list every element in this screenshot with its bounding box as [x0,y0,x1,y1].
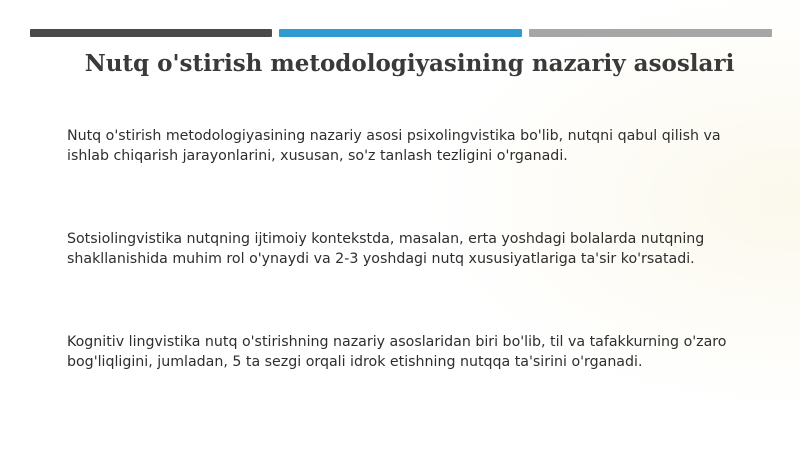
paragraph-sociolinguistics: Sotsiolingvistika nutqning ijtimoiy kontekstda, masalan, erta yoshdagi bolalarda nutqning shakllanishida muhim rol o'ynaydi va 2-3 yoshdagi nutq xususiyatlariga ta'sir ko'rsatadi. [67,231,705,267]
header-accent-bars [30,29,772,38]
accent-bar-blue [279,29,522,37]
accent-bar-dark [30,29,272,37]
accent-bar-gray [529,29,772,37]
paragraph-psycholinguistics: Nutq o'stirish metodologiyasining nazariy asosi psixolingvistika bo'lib, nutqni qabul qilish va ishlab chiqarish jarayonlarini, xususan, so'z tanlash tezligini o'rganadi. [67,128,721,164]
slide-title: Nutq o'stirish metodologiyasining nazariy asoslari [84,50,735,77]
paragraph-cognitive-linguistics: Kognitiv lingvistika nutq o'stirishning nazariy asoslaridan biri bo'lib, til va tafakkurning o'zaro bog'liqligini, jumladan, 5 ta sezgi orqali idrok etishning nutqqa ta'sirini o'rganadi. [67,334,727,370]
